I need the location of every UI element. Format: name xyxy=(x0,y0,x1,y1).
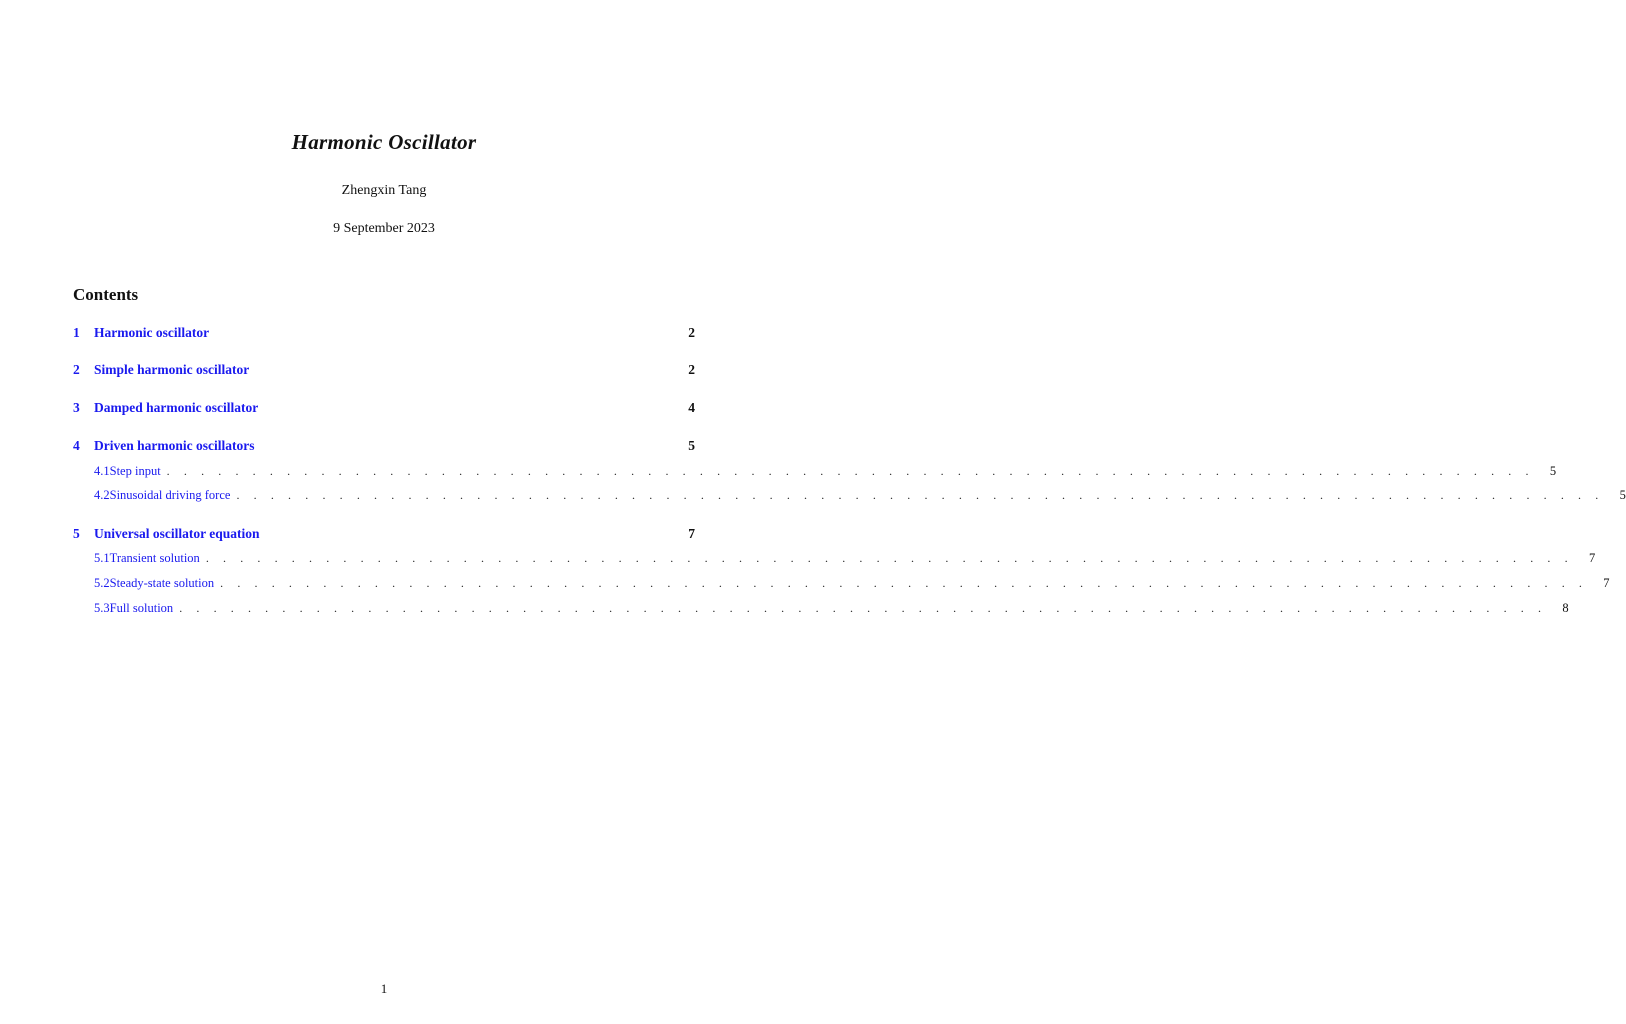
toc-entry-number: 5.3 xyxy=(94,601,110,615)
toc-entry-5-2[interactable] xyxy=(94,576,1610,596)
toc-entry-page: 2 xyxy=(688,325,695,340)
toc-dot-leader: . . . . . . . . . . . . . . . . . . . . . . . . . . . . . . . . . . . . . . . . . . . . . . . . . . . . . . . . . . . . . . . . . . . . . . . . . . . . . . . . xyxy=(166,464,1535,478)
toc-entry-link[interactable]: Sinusoidal driving force xyxy=(109,488,231,502)
toc-entry-number: 4.1 xyxy=(94,464,110,478)
toc-entry-page: 4 xyxy=(688,400,695,415)
toc-entry-5[interactable] xyxy=(73,526,695,546)
toc-entry-page: 5 xyxy=(1549,464,1557,478)
toc-entry-number: 4.2 xyxy=(94,488,110,502)
toc-entry-number: 2 xyxy=(73,362,80,377)
toc-entry-5-3[interactable] xyxy=(94,601,1569,621)
toc-entry-number: 5 xyxy=(73,526,80,541)
toc-entry-page: 7 xyxy=(1603,576,1610,590)
toc-entry-4-1[interactable] xyxy=(94,464,1557,484)
toc-entry-link[interactable]: Steady-state solution xyxy=(109,576,215,590)
toc-entry-4-2[interactable] xyxy=(94,488,1626,508)
toc-entry-page: 5 xyxy=(688,438,695,453)
toc-entry-link[interactable]: Damped harmonic oscillator xyxy=(94,400,259,415)
contents-heading: Contents xyxy=(73,285,139,304)
toc-entry-link[interactable]: Driven harmonic oscillators xyxy=(94,438,255,453)
page-number: 1 xyxy=(380,981,388,996)
toc-dot-leader: . . . . . . . . . . . . . . . . . . . . . . . . . . . . . . . . . . . . . . . . . . . . . . . . . . . . . . . . . . . . . . . . . . . . . . . . . . . . . . . . xyxy=(236,488,1604,502)
toc-entry-page: 7 xyxy=(1588,551,1596,565)
toc-entry-number: 5.2 xyxy=(94,576,110,590)
document-author: Zhengxin Tang xyxy=(341,183,427,198)
toc-entry-1[interactable] xyxy=(73,325,695,345)
toc-entry-2[interactable] xyxy=(73,362,695,382)
toc-entry-link[interactable]: Universal oscillator equation xyxy=(94,526,260,541)
toc-dot-leader: . . . . . . . . . . . . . . . . . . . . . . . . . . . . . . . . . . . . . . . . . . . . . . . . . . . . . . . . . . . . . . . . . . . . . . . . . . . . . . . . xyxy=(220,576,1588,590)
toc-entry-number: 4 xyxy=(73,438,80,453)
toc-entry-5-1[interactable] xyxy=(94,551,1596,571)
toc-entry-number: 5.1 xyxy=(94,551,110,565)
toc-entry-link[interactable]: Simple harmonic oscillator xyxy=(94,362,250,377)
toc-entry-page: 2 xyxy=(688,362,695,377)
document-title: Harmonic Oscillator xyxy=(291,130,477,154)
toc-entry-page: 7 xyxy=(688,526,695,541)
toc-entry-page: 8 xyxy=(1562,601,1569,615)
toc-entry-link[interactable]: Transient solution xyxy=(109,551,200,565)
toc-entry-3[interactable] xyxy=(73,400,695,420)
toc-entry-4[interactable] xyxy=(73,438,695,458)
toc-entry-link[interactable]: Harmonic oscillator xyxy=(94,325,210,340)
toc-dot-leader: . . . . . . . . . . . . . . . . . . . . . . . . . . . . . . . . . . . . . . . . . . . . . . . . . . . . . . . . . . . . . . . . . . . . . . . . . . . . . . . . xyxy=(179,601,1547,615)
toc-entry-page: 5 xyxy=(1619,488,1626,502)
toc-entry-number: 1 xyxy=(73,325,80,340)
toc-entry-link[interactable]: Step input xyxy=(109,464,161,478)
document-date: 9 September 2023 xyxy=(333,221,435,236)
toc-entry-number: 3 xyxy=(73,400,80,415)
toc-entry-link[interactable]: Full solution xyxy=(109,601,174,615)
toc-dot-leader: . . . . . . . . . . . . . . . . . . . . . . . . . . . . . . . . . . . . . . . . . . . . . . . . . . . . . . . . . . . . . . . . . . . . . . . . . . . . . . . . xyxy=(205,551,1574,565)
